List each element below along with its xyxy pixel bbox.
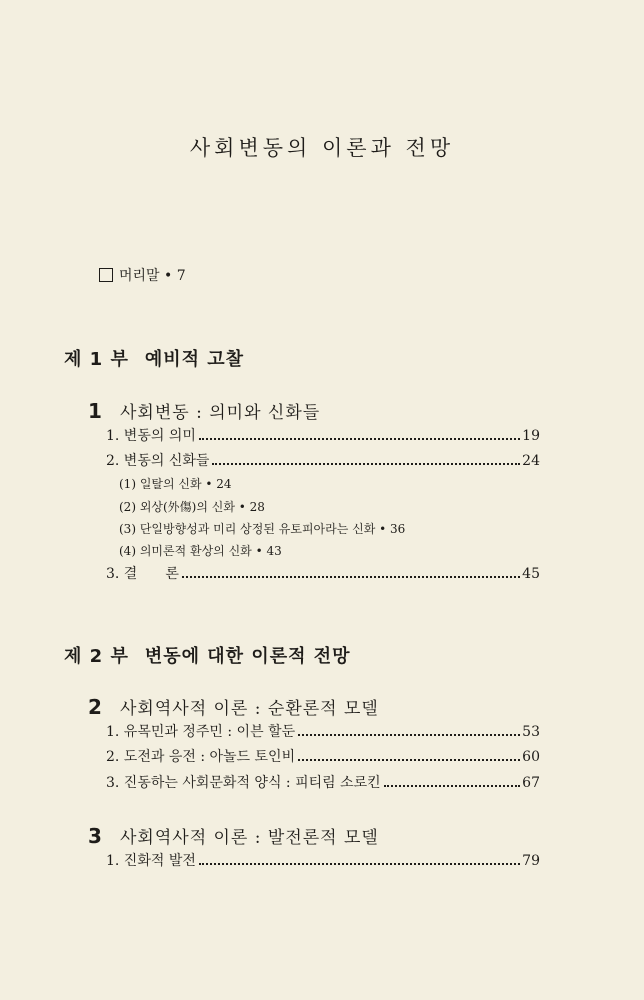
toc-entry-text: 3. 결 론 (106, 566, 179, 582)
chapter-1-title: 사회변동 : 의미와 신화들 (120, 403, 321, 423)
toc-entry-text: 1. 유목민과 정주민 : 이븐 할둔 (106, 724, 296, 740)
part-1-heading (64, 345, 244, 371)
toc-entry-page: 79 (522, 853, 540, 869)
toc-entry-text: 2. 도전과 응전 : 아놀드 토인비 (106, 749, 296, 765)
toc-entry (106, 746, 540, 766)
part-2-title: 변동에 대한 이론적 전망 (144, 646, 351, 667)
preface-label: 머리말 • 7 (119, 268, 186, 284)
chapter-3-number: 3 (88, 824, 103, 848)
chapter-3-heading (88, 823, 379, 848)
toc-entry-page: 67 (522, 775, 540, 791)
dot-leader (298, 759, 520, 761)
chapter-3-title: 사회역사적 이론 : 발전론적 모델 (120, 828, 379, 848)
toc-entry-page: 45 (522, 566, 540, 582)
toc-subentry: (4) 의미론적 환상의 신화 • 43 (119, 544, 282, 558)
toc-subentry: (2) 외상(外傷)의 신화 • 28 (119, 500, 265, 514)
toc-subentry: (3) 단일방향성과 미리 상정된 유토피아라는 신화 • 36 (119, 522, 406, 536)
preface-entry (99, 265, 186, 285)
toc-entry (106, 563, 540, 583)
toc-entry-page: 24 (522, 453, 540, 469)
toc-entry-text: 1. 진화적 발전 (106, 853, 196, 869)
part-1-label: 제 1 부 (64, 349, 129, 370)
toc-entry-text: 2. 변동의 신화들 (106, 453, 210, 469)
toc-entry (106, 450, 540, 470)
chapter-1-number: 1 (88, 399, 103, 423)
dot-leader (384, 785, 520, 787)
toc-entry-page: 60 (522, 749, 540, 765)
dot-leader (212, 463, 520, 465)
square-bullet-icon (99, 268, 113, 282)
chapter-2-title: 사회역사적 이론 : 순환론적 모델 (120, 699, 379, 719)
toc-entry (106, 721, 540, 741)
chapter-2-heading (88, 694, 379, 719)
dot-leader (199, 863, 520, 865)
toc-entry-page: 53 (522, 724, 540, 740)
dot-leader (182, 576, 520, 578)
book-title: 사회변동의 이론과 전망 (189, 136, 455, 160)
toc-entry-page: 19 (522, 428, 540, 444)
part-1-title: 예비적 고찰 (144, 349, 245, 370)
chapter-2-number: 2 (88, 695, 103, 719)
toc-entry (106, 850, 540, 870)
part-2-heading (64, 642, 351, 668)
toc-entry (106, 772, 540, 792)
toc-entry-text: 1. 변동의 의미 (106, 428, 196, 444)
dot-leader (199, 438, 520, 440)
toc-entry (106, 425, 540, 445)
toc-entry-text: 3. 진동하는 사회문화적 양식 : 피티림 소로킨 (106, 775, 381, 791)
chapter-1-heading (88, 398, 320, 423)
toc-subentry: (1) 일탈의 신화 • 24 (119, 477, 232, 491)
dot-leader (298, 734, 520, 736)
part-2-label: 제 2 부 (64, 646, 129, 667)
